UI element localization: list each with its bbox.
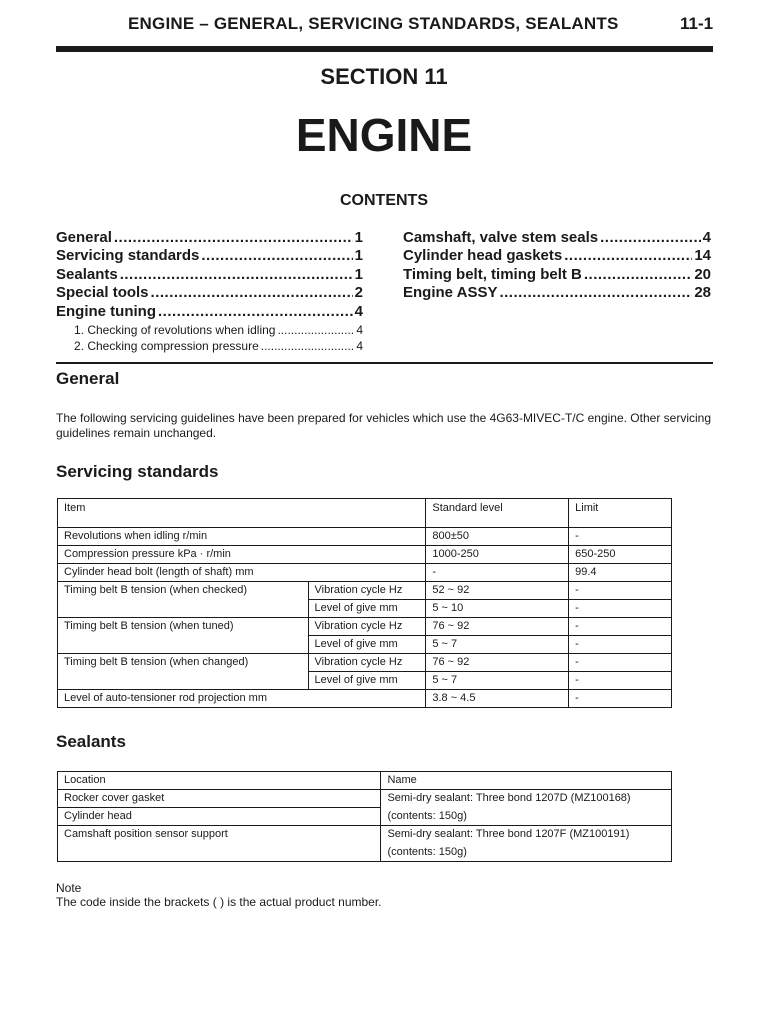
cell-name: (contents: 150g) bbox=[381, 808, 672, 826]
cell-standard: - bbox=[426, 564, 569, 582]
cell-limit: - bbox=[569, 618, 672, 636]
header-limit: Limit bbox=[569, 499, 672, 528]
cell-item: Compression pressure kPa · r/min bbox=[58, 546, 426, 564]
header-rule bbox=[56, 46, 713, 52]
cell-item: Cylinder head bolt (length of shaft) mm bbox=[58, 564, 426, 582]
toc-subitem[interactable]: 1. Checking of revolutions when idling ..... 4 bbox=[74, 322, 363, 338]
general-paragraph: The following servicing guidelines have been prepared for vehicles which use the 4G63-MIVEC-T/C engine. Other servicing guidelines remain unchanged. bbox=[56, 411, 712, 440]
cell-limit: - bbox=[569, 654, 672, 672]
toc-item[interactable]: Servicing standards ..... 1 bbox=[56, 247, 363, 265]
toc-item[interactable]: Engine ASSY ..... 28 bbox=[403, 284, 711, 302]
toc-right-column bbox=[403, 229, 711, 303]
cell-standard: 76 ~ 92 bbox=[426, 654, 569, 672]
table-row bbox=[58, 618, 672, 636]
cell-subitem: Vibration cycle Hz bbox=[308, 582, 426, 600]
cell-location: Rocker cover gasket bbox=[58, 790, 381, 808]
cell-limit: - bbox=[569, 582, 672, 600]
toc-subitem[interactable]: 2. Checking compression pressure ..... 4 bbox=[74, 338, 363, 354]
header-name: Name bbox=[381, 772, 672, 790]
cell-limit: 99.4 bbox=[569, 564, 672, 582]
sealants-heading: Sealants bbox=[56, 732, 126, 751]
section-label: SECTION 11 bbox=[320, 64, 448, 89]
cell-limit: - bbox=[569, 672, 672, 690]
cell-item: Level of auto-tensioner rod projection mm bbox=[58, 690, 426, 708]
cell-standard: 5 ~ 7 bbox=[426, 636, 569, 654]
cell-standard: 52 ~ 92 bbox=[426, 582, 569, 600]
cell-limit: 650-250 bbox=[569, 546, 672, 564]
cell-item: Timing belt B tension (when checked) bbox=[58, 582, 309, 618]
cell-location: Camshaft position sensor support bbox=[58, 826, 381, 844]
header-item: Item bbox=[58, 499, 426, 528]
cell-location: Cylinder head bbox=[58, 808, 381, 826]
note bbox=[56, 881, 382, 909]
toc-subitems bbox=[74, 322, 363, 354]
main-title: ENGINE bbox=[295, 109, 473, 161]
cell-location bbox=[58, 844, 381, 862]
servicing-standards-heading: Servicing standards bbox=[56, 462, 219, 481]
servicing-standards-table bbox=[57, 498, 672, 708]
table-row bbox=[58, 790, 672, 808]
contents-divider bbox=[56, 362, 713, 364]
cell-item: Timing belt B tension (when changed) bbox=[58, 654, 309, 690]
header-location: Location bbox=[58, 772, 381, 790]
table-header-row bbox=[58, 772, 672, 790]
page-number: 11-1 bbox=[680, 14, 714, 33]
cell-name: Semi-dry sealant: Three bond 1207D (MZ100168) bbox=[381, 790, 672, 808]
note-label: Note bbox=[56, 881, 82, 895]
contents-heading: CONTENTS bbox=[340, 192, 428, 209]
toc-item[interactable]: Timing belt, timing belt B ..... 20 bbox=[403, 266, 711, 284]
table-row bbox=[58, 844, 672, 862]
cell-standard: 1000-250 bbox=[426, 546, 569, 564]
table-row bbox=[58, 808, 672, 826]
note-text: The code inside the brackets ( ) is the actual product number. bbox=[56, 895, 382, 909]
cell-limit: - bbox=[569, 636, 672, 654]
header-standard: Standard level bbox=[426, 499, 569, 528]
cell-limit: - bbox=[569, 600, 672, 618]
cell-subitem: Level of give mm bbox=[308, 600, 426, 618]
cell-limit: - bbox=[569, 528, 672, 546]
cell-item: Timing belt B tension (when tuned) bbox=[58, 618, 309, 654]
table-row bbox=[58, 528, 672, 546]
cell-subitem: Level of give mm bbox=[308, 636, 426, 654]
table-row bbox=[58, 654, 672, 672]
table-row bbox=[58, 826, 672, 844]
toc-item[interactable]: General ..... 1 bbox=[56, 229, 363, 247]
toc-item[interactable]: Sealants ..... 1 bbox=[56, 266, 363, 284]
cell-standard: 76 ~ 92 bbox=[426, 618, 569, 636]
cell-standard: 3.8 ~ 4.5 bbox=[426, 690, 569, 708]
table-row bbox=[58, 690, 672, 708]
toc-item[interactable]: Special tools ..... 2 bbox=[56, 284, 363, 302]
toc-item[interactable]: Cylinder head gaskets ..... 14 bbox=[403, 247, 711, 265]
cell-standard: 5 ~ 7 bbox=[426, 672, 569, 690]
sealants-table bbox=[57, 771, 672, 862]
cell-name: Semi-dry sealant: Three bond 1207F (MZ100191) bbox=[381, 826, 672, 844]
toc-left-column bbox=[56, 229, 363, 321]
header-title: ENGINE – GENERAL, SERVICING STANDARDS, SEALANTS bbox=[128, 14, 619, 33]
table-row bbox=[58, 564, 672, 582]
cell-item: Revolutions when idling r/min bbox=[58, 528, 426, 546]
general-heading: General bbox=[56, 369, 120, 388]
cell-name: (contents: 150g) bbox=[381, 844, 672, 862]
cell-limit: - bbox=[569, 690, 672, 708]
table-row bbox=[58, 582, 672, 600]
toc-item[interactable]: Camshaft, valve stem seals ..... 4 bbox=[403, 229, 711, 247]
table-header-row bbox=[58, 499, 672, 528]
cell-subitem: Vibration cycle Hz bbox=[308, 654, 426, 672]
table-row bbox=[58, 546, 672, 564]
cell-subitem: Level of give mm bbox=[308, 672, 426, 690]
cell-standard: 5 ~ 10 bbox=[426, 600, 569, 618]
cell-standard: 800±50 bbox=[426, 528, 569, 546]
cell-subitem: Vibration cycle Hz bbox=[308, 618, 426, 636]
toc-item[interactable]: Engine tuning ..... 4 bbox=[56, 303, 363, 321]
